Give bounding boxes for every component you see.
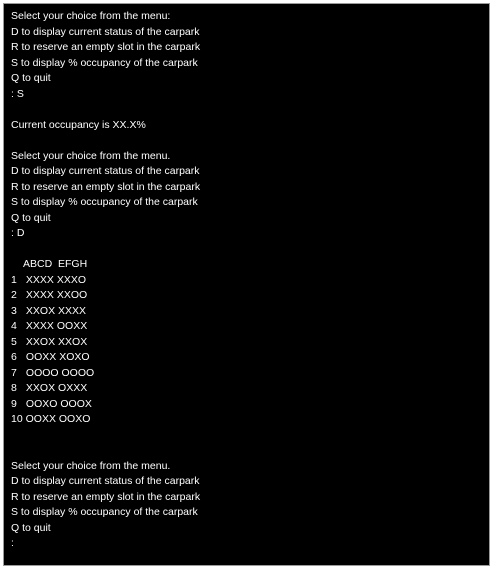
row-slots-left: XXOX (25, 304, 56, 317)
row-number: 3 (11, 304, 17, 317)
menu-option-reserve: R to reserve an empty slot in the carpark (11, 490, 201, 503)
menu-option-occupancy: S to display % occupancy of the carpark (11, 506, 198, 518)
row-slots-right: XXXO (56, 273, 87, 286)
row-slots-right: XXXX (58, 304, 87, 317)
row-number: 5 (11, 335, 17, 348)
grid-row (11, 273, 489, 289)
grid-row (11, 381, 489, 397)
menu-option-display: D to display current status of the carpark (11, 475, 200, 487)
prompt-input-1: : S (11, 87, 24, 100)
grid-row (11, 335, 489, 351)
row-slots-right: OOXO (58, 413, 91, 425)
menu-option-display: D to display current status of the carpark (11, 165, 200, 177)
grid-row (11, 412, 489, 428)
row-number: 7 (11, 366, 17, 379)
grid-row (11, 366, 489, 382)
menu-option-reserve: R to reserve an empty slot in the carpark (11, 41, 201, 53)
menu-title: Select your choice from the menu: (11, 10, 171, 22)
menu-option-quit: Q to quit (11, 521, 51, 534)
row-slots-left: XXOX (25, 382, 56, 394)
grid-row (11, 397, 489, 413)
grid-row (11, 319, 489, 335)
prompt-input-3[interactable]: : (11, 537, 14, 549)
menu-option-quit: Q to quit (11, 211, 51, 224)
menu-option-occupancy: S to display % occupancy of the carpark (11, 56, 198, 69)
row-slots-left: OOXX (25, 351, 57, 363)
menu-title: Select your choice from the menu. (11, 459, 171, 472)
row-slots-left: OOOO (25, 366, 59, 379)
grid-column-header: ABCD EFGH (23, 258, 88, 270)
carpark-grid (11, 273, 489, 428)
row-slots-left: OOXO (25, 397, 58, 410)
row-slots-right: OOOX (60, 397, 92, 410)
grid-row (11, 304, 489, 320)
row-number: 9 (11, 397, 17, 410)
menu-option-display: D to display current status of the carpark (11, 25, 200, 38)
occupancy-output: Current occupancy is XX.X% (11, 118, 146, 131)
console-window (3, 3, 490, 566)
row-slots-right: XXOX (58, 335, 88, 348)
row-slots-left: XXXX (25, 320, 54, 332)
row-number: 2 (11, 289, 17, 301)
prompt-input-2: : D (11, 227, 25, 239)
row-number: 6 (11, 351, 17, 363)
row-slots-right: OOOO (61, 366, 95, 379)
menu-option-occupancy: S to display % occupancy of the carpark (11, 196, 198, 208)
grid-row (11, 288, 489, 304)
row-number: 4 (11, 320, 17, 332)
row-slots-left: OOXX (25, 413, 56, 425)
menu-option-quit: Q to quit (11, 72, 51, 84)
menu-option-reserve: R to reserve an empty slot in the carpark (11, 180, 201, 193)
row-slots-right: XOXO (59, 351, 90, 363)
row-slots-left: XXXX (25, 289, 54, 301)
row-slots-left: XXXX (25, 273, 54, 286)
row-slots-right: OOXX (56, 320, 88, 332)
row-slots-right: XXOO (56, 289, 88, 301)
menu-title: Select your choice from the menu. (11, 149, 171, 162)
grid-row (11, 350, 489, 366)
row-slots-left: XXOX (25, 335, 56, 348)
row-number: 8 (11, 382, 17, 394)
row-number: 10 (11, 413, 23, 425)
row-slots-right: OXXX (58, 382, 88, 394)
row-number: 1 (11, 273, 17, 286)
